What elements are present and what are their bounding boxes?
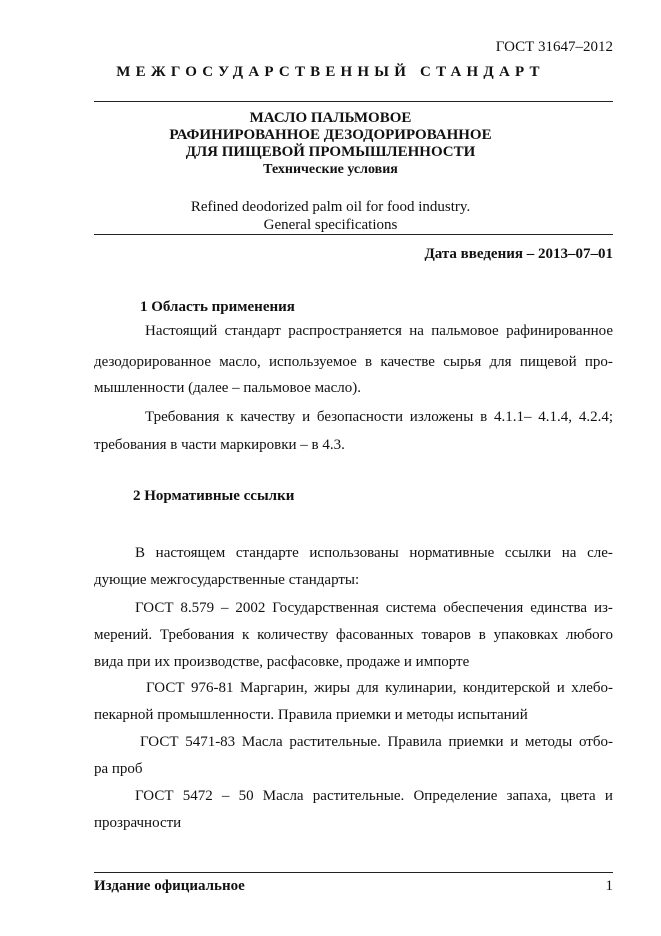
section-1-p2-line-1-word: Требования [145, 409, 220, 425]
reference-1-line-1-word: единства [530, 600, 588, 616]
page-number: 1 [605, 878, 613, 894]
reference-3-line-1-word: отбо- [578, 734, 613, 750]
section-1-p1-line-2-word: дезодорированное [94, 354, 211, 370]
section-1-p2-line-1-word: 4.1.1– [493, 409, 532, 425]
reference-4-line-1-word: – [221, 788, 230, 804]
reference-1-line-1-word: обеспечения [443, 600, 524, 616]
section-1-p1-line-1-word: Настоящий [145, 323, 218, 339]
section-1-p2-line-1-word: безопасности [316, 409, 403, 425]
section-1-p2-line-1-word: качеству [240, 409, 296, 425]
official-edition-label: Издание официальное [94, 878, 245, 894]
section-1-p2-line-1-word: 4.2.4; [578, 409, 613, 425]
reference-1-line-1-word: из- [593, 600, 613, 616]
reference-3-line-1-word: Правила [387, 734, 442, 750]
reference-2-line-1-word: для [356, 680, 379, 696]
section-2-intro-line-1 [135, 545, 613, 562]
section-1-p1-line-2-word: сырья [443, 354, 482, 370]
section-1-p1-line-2-word: масло, [219, 354, 261, 370]
section-1-p2-line-1-word: к [226, 409, 234, 425]
section-1-p1-line-2-word: качестве [380, 354, 435, 370]
title-line-2: РАФИНИРОВАННОЕ ДЕЗОДОРИРОВАННОЕ [169, 127, 492, 143]
title-line-1: МАСЛО ПАЛЬМОВОЕ [249, 110, 412, 126]
section-2-intro-line-1-word: В [135, 545, 146, 561]
section-1-heading: 1 Область применения [140, 299, 295, 315]
reference-2-line-1-word: Маргарин, [239, 680, 308, 696]
section-1-p1-line-1-word: распространяется [288, 323, 402, 339]
reference-4-line-1-word: Определение [413, 788, 498, 804]
section-2-intro-line-1-word: на [561, 545, 577, 561]
section-2-heading: 2 Нормативные ссылки [133, 488, 295, 504]
section-1-p2-line-1-word: и [302, 409, 311, 425]
section-1-p2-line-1-word: в [480, 409, 488, 425]
reference-4-line-1-word: Масла [262, 788, 304, 804]
section-2-intro-line-2: дующие межгосударственные стандарты: [94, 572, 360, 588]
reference-2-line-1-word: ГОСТ [146, 680, 185, 696]
reference-4-line-1-word: ГОСТ [135, 788, 174, 804]
section-2-intro-line-1-word: ссылки [504, 545, 552, 561]
reference-1-line-1-word: 8.579 [180, 600, 215, 616]
reference-3-line-1-word: Масла [241, 734, 283, 750]
section-2-intro-line-1-word: использованы [309, 545, 399, 561]
reference-4-line-2: прозрачности [94, 815, 182, 831]
reference-2-line-1 [146, 680, 613, 697]
standard-banner: МЕЖГОСУДАРСТВЕННЫЙ СТАНДАРТ [116, 64, 545, 80]
section-1-p1-line-2 [94, 354, 613, 371]
section-1-p1-line-2-word: про- [584, 354, 613, 370]
section-2-intro-line-1-word: нормативные [409, 545, 495, 561]
reference-1-line-2-word: мерений. [94, 627, 153, 643]
reference-2-line-1-word: и [556, 680, 565, 696]
reference-1-line-2-word: количеству [257, 627, 329, 643]
reference-1-line-1-word: – [221, 600, 229, 616]
reference-1-line-2-word: фасованных [336, 627, 414, 643]
reference-2-line-1-word: 976-81 [190, 680, 234, 696]
title-line-3: ДЛЯ ПИЩЕВОЙ ПРОМЫШЛЕННОСТИ [185, 144, 476, 160]
section-1-p1-line-2-word: для [489, 354, 512, 370]
reference-1-line-1-word: Государственная [272, 600, 379, 616]
reference-2-line-1-word: хлебо- [571, 680, 613, 696]
reference-3-line-1-word: приемки [448, 734, 504, 750]
reference-2-line-2: пекарной промышленности. Правила приемки и методы испытаний [94, 707, 528, 723]
reference-1-line-2-word: упаковках [493, 627, 559, 643]
section-1-p1-line-1-word: стандарт [224, 323, 281, 339]
section-2-intro-line-1-word: стандарте [235, 545, 299, 561]
title-divider [94, 234, 613, 235]
reference-1-line-1-word: 2002 [235, 600, 266, 616]
reference-4-line-1-word: цвета [560, 788, 596, 804]
reference-1-line-1-word: система [385, 600, 437, 616]
introduction-date: Дата введения – 2013–07–01 [424, 246, 613, 262]
reference-3-line-1 [140, 734, 613, 751]
reference-3-line-1-word: ГОСТ [140, 734, 179, 750]
section-1-p2-line-2: требования в части маркировки – в 4.3. [94, 437, 345, 453]
reference-4-line-1-word: 5472 [182, 788, 213, 804]
reference-3-line-1-word: 5471-83 [185, 734, 236, 750]
footer-divider [94, 872, 613, 873]
reference-2-line-1-word: кулинарии, [385, 680, 457, 696]
title-subtitle: Технические условия [263, 162, 398, 177]
reference-1-line-2-word: Требования [159, 627, 235, 643]
reference-1-line-2-word: любого [565, 627, 613, 643]
reference-4-line-1 [135, 788, 613, 805]
reference-4-line-1-word: растительные. [312, 788, 405, 804]
reference-1-line-2 [94, 627, 613, 644]
reference-3-line-2: ра проб [94, 761, 143, 777]
section-1-p1-line-1-word: рафинированное [506, 323, 613, 339]
header-divider [94, 101, 613, 102]
section-1-p1-line-1-word: на [409, 323, 424, 339]
reference-3-line-1-word: растительные. [289, 734, 381, 750]
section-1-p1-line-2-word: в [365, 354, 373, 370]
section-1-p1-line-3: мышленности (далее – пальмовое масло). [94, 380, 362, 396]
section-1-p1-line-2-word: используемое [269, 354, 357, 370]
section-2-intro-line-1-word: настоящем [155, 545, 226, 561]
section-1-p2-line-1-word: изложены [409, 409, 474, 425]
reference-1-line-2-word: товаров [421, 627, 471, 643]
reference-2-line-1-word: жиры [314, 680, 351, 696]
reference-3-line-1-word: методы [524, 734, 573, 750]
reference-4-line-1-word: и [604, 788, 613, 804]
reference-1-line-1 [135, 600, 613, 617]
reference-2-line-1-word: кондитерской [463, 680, 551, 696]
section-2-intro-line-1-word: сле- [587, 545, 613, 561]
section-1-p2-line-1-word: 4.1.4, [538, 409, 573, 425]
reference-1-line-3: вида при их производстве, расфасовке, продаже и импорте [94, 654, 470, 670]
english-title-line-1: Refined deodorized palm oil for food industry. [190, 199, 471, 215]
reference-4-line-1-word: 50 [238, 788, 254, 804]
reference-1-line-2-word: в [478, 627, 486, 643]
section-1-p1-line-1 [145, 323, 613, 340]
section-1-p2-line-1 [145, 409, 613, 426]
reference-1-line-1-word: ГОСТ [135, 600, 174, 616]
section-1-p1-line-2-word: пищевой [519, 354, 577, 370]
standard-code: ГОСТ 31647–2012 [495, 39, 613, 55]
section-1-p1-line-1-word: пальмовое [431, 323, 499, 339]
reference-3-line-1-word: и [510, 734, 519, 750]
english-title-line-2: General specifications [263, 217, 398, 233]
reference-1-line-2-word: к [242, 627, 250, 643]
reference-4-line-1-word: запаха, [506, 788, 552, 804]
